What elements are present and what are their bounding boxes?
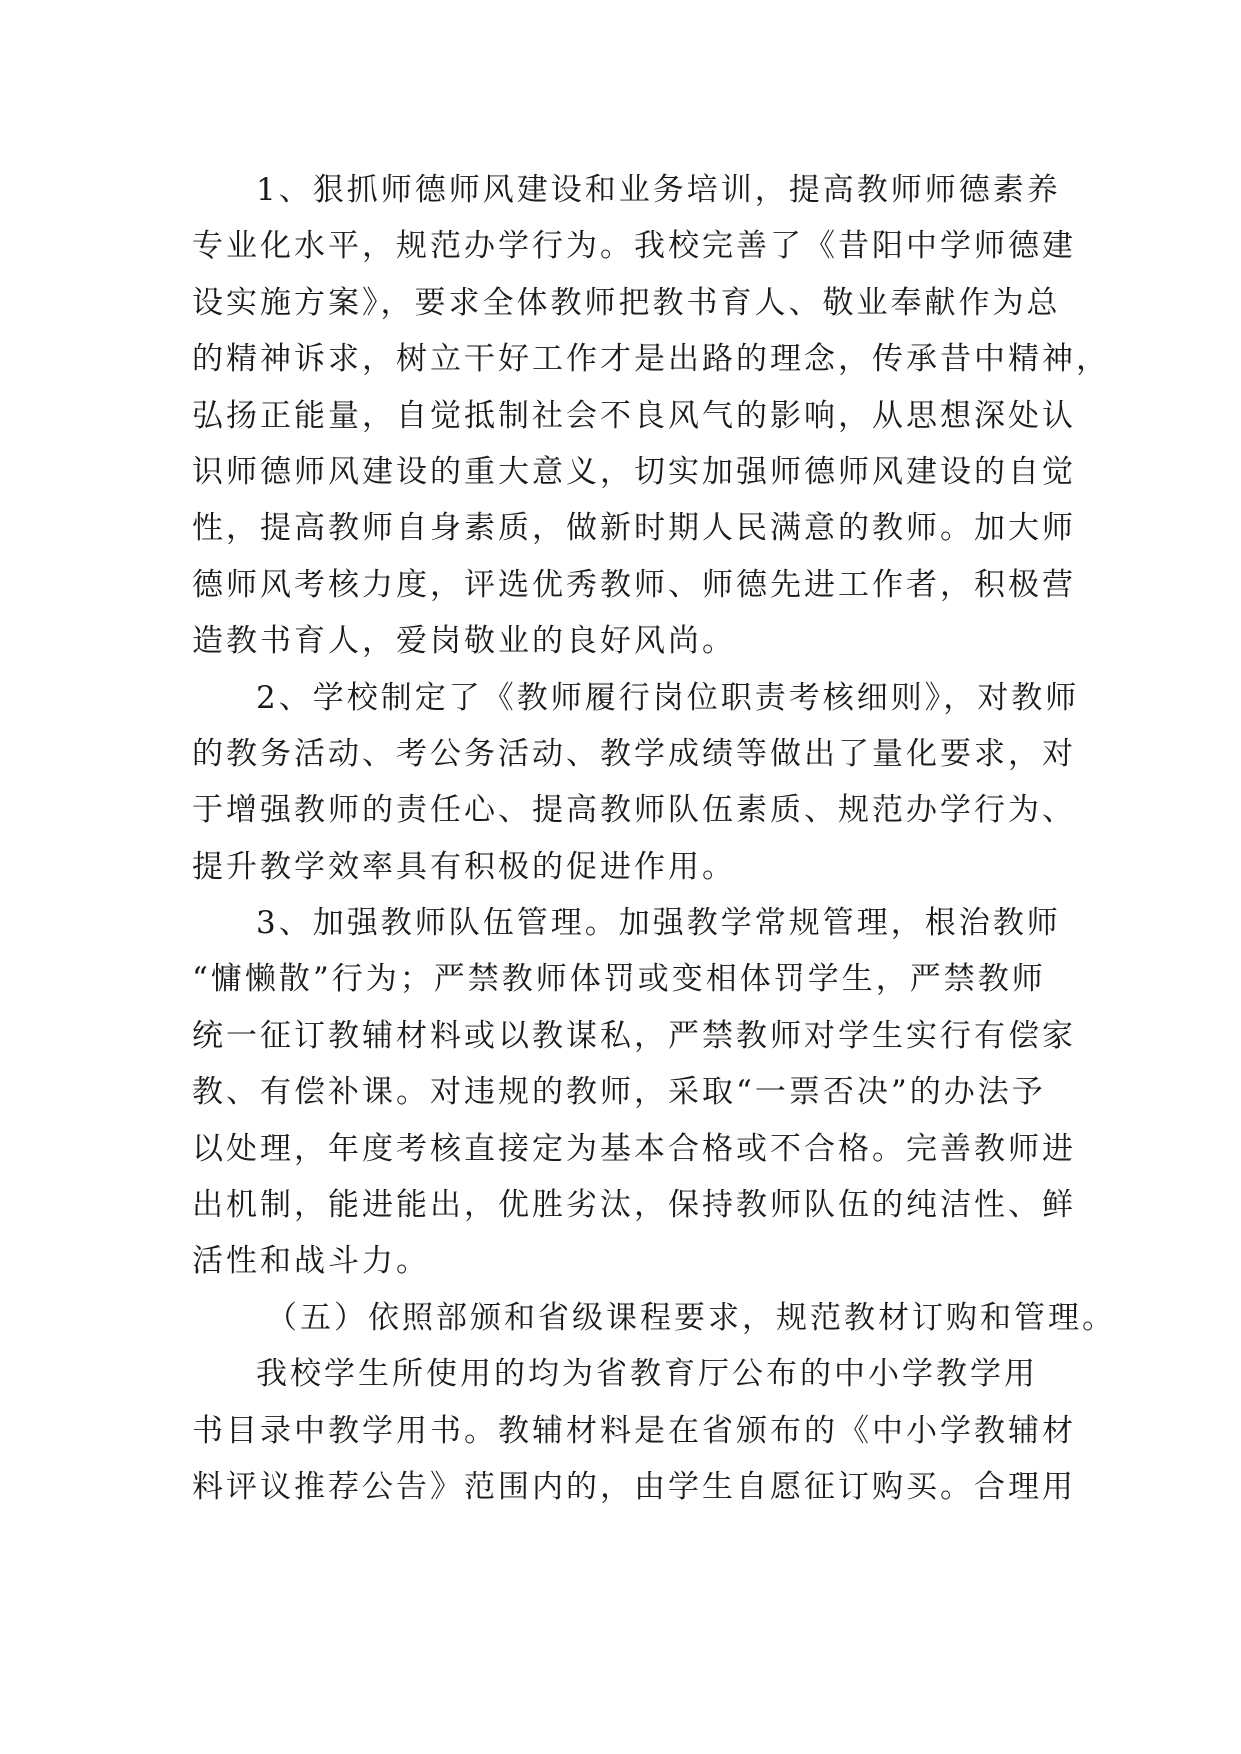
text-line: 我校学生所使用的均为省教育厅公布的中小学教学用	[256, 1356, 1038, 1393]
text-line: 性，提高教师自身素质，做新时期人民满意的教师。加大师	[192, 510, 1076, 547]
text-line: 教、有偿补课。对违规的教师，采取“一票否决”的办法予	[192, 1074, 1046, 1111]
text-line: 设实施方案》，要求全体教师把教书育人、敬业奉献作为总	[192, 284, 1061, 321]
text-line: 专业化水平，规范办学行为。我校完善了《昔阳中学师德建	[192, 228, 1076, 265]
text-line: 识师德师风建设的重大意义，切实加强师德师风建设的自觉	[192, 453, 1076, 490]
text-line: 统一征订教辅材料或以教谋私，严禁教师对学生实行有偿家	[192, 1017, 1076, 1054]
text-line: 活性和战斗力。	[192, 1243, 430, 1280]
text-line: （五）依照部颁和省级课程要求，规范教材订购和管理。	[266, 1299, 1116, 1336]
text-line: 出机制，能进能出，优胜劣汰，保持教师队伍的纯洁性、鲜	[192, 1187, 1076, 1224]
text-line: 的教务活动、考公务活动、教学成绩等做出了量化要求，对	[192, 735, 1076, 772]
text-line: 以处理，年度考核直接定为基本合格或不合格。完善教师进	[192, 1130, 1076, 1167]
text-line: “慵懒散”行为；严禁教师体罚或变相体罚学生，严禁教师	[192, 961, 1046, 998]
text-line: 料评议推荐公告》范围内的，由学生自愿征订购买。合理用	[192, 1468, 1076, 1505]
text-line: 德师风考核力度，评选优秀教师、师德先进工作者，积极营	[192, 566, 1076, 603]
text-line: 2、学校制定了《教师履行岗位职责考核细则》，对教师	[256, 679, 1080, 716]
text-line: 弘扬正能量，自觉抵制社会不良风气的影响，从思想深处认	[192, 397, 1076, 434]
text-line: 于增强教师的责任心、提高教师队伍素质、规范办学行为、	[192, 792, 1076, 829]
text-line: 提升教学效率具有积极的促进作用。	[192, 848, 736, 885]
text-line: 1、狠抓师德师风建设和业务培训，提高教师师德素养	[256, 172, 1061, 208]
text-line: 3、加强教师队伍管理。加强教学常规管理，根治教师	[256, 905, 1061, 942]
text-line: 造教书育人，爱岗敬业的良好风尚。	[192, 623, 736, 660]
text-line: 书目录中教学用书。教辅材料是在省颁布的《中小学教辅材	[192, 1412, 1076, 1449]
text-line: 的精神诉求，树立干好工作才是出路的理念，传承昔中精神，	[192, 341, 1110, 378]
document-body	[192, 162, 1116, 1515]
